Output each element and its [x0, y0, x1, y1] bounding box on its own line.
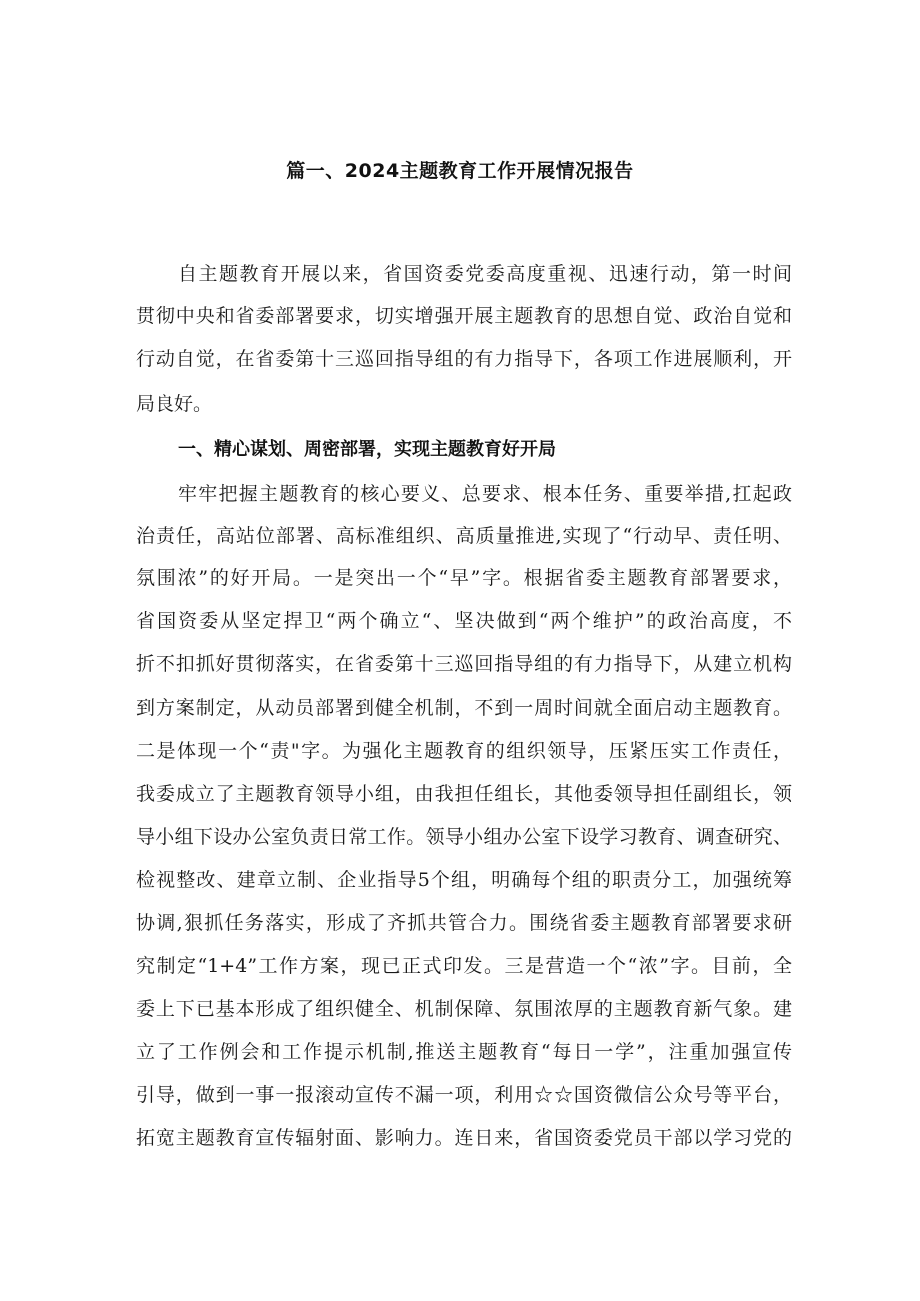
- paragraph-line: 治责任，高站位部署、高标准组织、高质量推进,实现了“行动早、责任明、: [136, 525, 792, 547]
- paragraph-line: 省国资委从坚定捍卫“两个确立“、坚决做到“两个维护”的政治高度，不: [136, 610, 792, 632]
- paragraph-line: 检视整改、建章立制、企业指导5个组，明确每个组的职责分工，加强统筹: [136, 869, 792, 891]
- paragraph-line: 委上下已基本形成了组织健全、机制保障、氛围浓厚的主题教育新气象。建: [136, 998, 792, 1020]
- paragraph-line: 行动自觉，在省委第十三巡回指导组的有力指导下，各项工作进展顺利，开: [136, 348, 792, 370]
- paragraph-line: 我委成立了主题教育领导小组，由我担任组长，其他委领导担任副组长，领: [136, 783, 792, 805]
- paragraph-line: 二是体现一个“责"字。为强化主题教育的组织领导，压紧压实工作责任，: [136, 740, 792, 762]
- paragraph-line: 立了工作例会和工作提示机制,推送主题教育“每日一学”，注重加强宣传: [136, 1041, 792, 1063]
- paragraph-line: 引导，做到一事一报滚动宣传不漏一项，利用☆☆国资微信公众号等平台，: [136, 1084, 792, 1106]
- paragraph-line: 到方案制定，从动员部署到健全机制，不到一周时间就全面启动主题教育。: [136, 697, 792, 719]
- section-heading: 一、精心谋划、周密部署，实现主题教育好开局: [178, 439, 556, 460]
- document-title: 篇一、2024主题教育工作开展情况报告: [286, 160, 634, 182]
- paragraph-line: 协调,狠抓任务落实，形成了齐抓共管合力。围绕省委主题教育部署要求研: [136, 912, 792, 934]
- paragraph-line: 自主题教育开展以来，省国资委党委高度重视、迅速行动，第一时间: [178, 263, 792, 285]
- paragraph-line: 拓宽主题教育宣传辐射面、影响力。连日来，省国资委党员干部以学习党的: [136, 1127, 792, 1149]
- paragraph-line: 贯彻中央和省委部署要求，切实增强开展主题教育的思想自觉、政治自觉和: [136, 305, 792, 327]
- paragraph-line: 局良好。: [136, 393, 213, 415]
- paragraph-line: 导小组下设办公室负责日常工作。领导小组办公室下设学习教育、调查研究、: [136, 826, 792, 848]
- paragraph-line: 氛围浓”的好开局。一是突出一个“早”字。根据省委主题教育部署要求，: [136, 567, 792, 589]
- paragraph-line: 牢牢把握主题教育的核心要义、总要求、根本任务、重要举措,扛起政: [178, 483, 792, 505]
- paragraph-line: 折不扣抓好贯彻落实，在省委第十三巡回指导组的有力指导下，从建立机构: [136, 653, 792, 675]
- paragraph-line: 究制定“1+4”工作方案，现已正式印发。三是营造一个“浓”字。目前，全: [136, 955, 792, 977]
